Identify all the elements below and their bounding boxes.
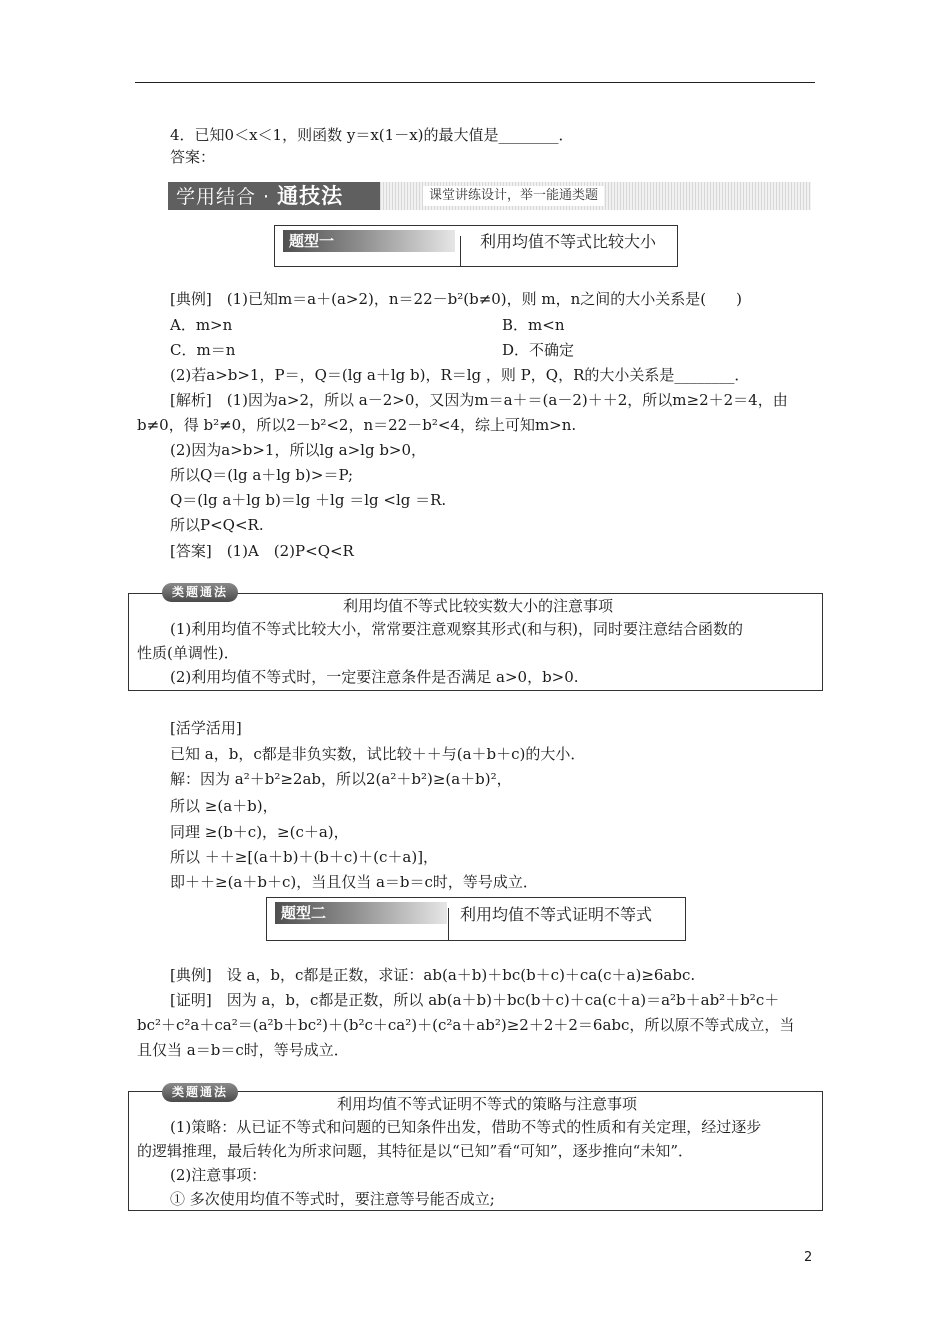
banner-title: 学用结合 · 通技法 [168, 182, 380, 210]
example1-option-a: A．m>n [170, 316, 233, 334]
example1-option-d: D．不确定 [502, 341, 575, 359]
type-divider-1 [460, 236, 461, 266]
example1-solution-1: [解析] (1)因为a>2，所以 a－2>0，又因为m＝a＋＝(a－2)＋＋2，所以m≥2＋2＝4，由 [170, 391, 788, 409]
practice-step-4: 所以 ＋＋≥[(a＋b)＋(b＋c)＋(c＋a)]， [170, 848, 439, 866]
page-number: 2 [804, 1250, 813, 1265]
summary2-p1b: 的逻辑推理，最后转化为所求问题，其特征是以“已知”看“可知”，逐步推向“未知”． [137, 1142, 694, 1160]
example2-proof-3: 且仅当 a＝b＝c时，等号成立． [137, 1041, 349, 1059]
example1-option-c: C．m＝n [170, 341, 236, 359]
type-title-2: 利用均值不等式证明不等式 [460, 905, 653, 924]
answer-label: 答案： [170, 148, 216, 166]
summary2-title: 利用均值不等式证明不等式的策略与注意事项 [337, 1095, 638, 1113]
practice-step-5: 即＋＋≥(a＋b＋c)，当且仅当 a＝b＝c时，等号成立． [170, 873, 538, 891]
example2-question: [典例] 设 a，b，c都是正数，求证：ab(a＋b)＋bc(b＋c)＋ca(c＋a)≥6abc. [170, 966, 696, 984]
example1-q1: [典例] (1)已知m＝a＋(a>2)，n＝22－b²(b≠0)，则 m，n之间的大小关系是( ) [170, 290, 743, 308]
practice-step-3: 同理 ≥(b＋c)，≥(c＋a)， [170, 823, 349, 841]
summary1-p1: (1)利用均值不等式比较大小，常常要注意观察其形式(和与积)，同时要注意结合函数的 [170, 620, 743, 638]
header-rule [135, 82, 815, 83]
summary1-title: 利用均值不等式比较实数大小的注意事项 [343, 597, 614, 615]
type-box-1 [274, 225, 678, 267]
summary2-p2: (2)注意事项： [170, 1166, 267, 1184]
practice-heading: [活学活用] [170, 719, 242, 737]
example1-solution-5: Q＝(lg a＋lg b)＝lg ＋lg ＝lg <lg ＝R. [170, 491, 447, 509]
practice-question: 已知 a，b，c都是非负实数，试比较＋＋与(a＋b＋c)的大小． [170, 745, 586, 763]
example2-proof-1: [证明] 因为 a，b，c都是正数，所以 ab(a＋b)＋bc(b＋c)＋ca(c＋a)＝a²b＋ab²＋b²c＋ [170, 991, 780, 1009]
practice-step-1: 解：因为 a²＋b²≥2ab，所以2(a²＋b²)≥(a＋b)²， [170, 770, 512, 788]
summary-box-2 [128, 1091, 823, 1211]
example1-option-b: B．m<n [502, 316, 565, 334]
practice-step-2: 所以 ≥(a＋b)， [170, 797, 278, 815]
example1-solution-6: 所以P<Q<R. [170, 516, 264, 534]
summary2-tag: 类题通法 [162, 1083, 238, 1102]
example1-solution-4: 所以Q＝(lg a＋lg b)>＝P; [170, 466, 354, 484]
type-tag-1: 题型一 [283, 230, 455, 252]
type-tag-2: 题型二 [275, 902, 447, 924]
example1-answer: [答案] (1)A (2)P<Q<R [170, 542, 354, 560]
summary1-p1b: 性质(单调性)． [137, 644, 239, 662]
example1-solution-3: (2)因为a>b>1，所以lg a>lg b>0， [170, 441, 427, 459]
summary-box-1 [128, 593, 823, 691]
summary2-p3: ① 多次使用均值不等式时，要注意等号能否成立; [170, 1190, 495, 1208]
type-title-1: 利用均值不等式比较大小 [480, 232, 657, 251]
example2-proof-2: bc²＋c²a＋ca²＝(a²b＋bc²)＋(b²c＋ca²)＋(c²a＋ab²)≥2＋2＋2＝6abc，所以原不等式成立，当 [137, 1016, 795, 1034]
section-banner [168, 182, 811, 210]
type-divider-2 [448, 908, 449, 940]
type-box-2 [266, 897, 686, 941]
summary2-p1: (1)策略：从已证不等式和问题的已知条件出发，借助不等式的性质和有关定理，经过逐步 [170, 1118, 762, 1136]
banner-subtitle: 课堂讲练设计，举一能通类题 [423, 186, 604, 206]
question-4: 4．已知0＜x＜1，则函数 y＝x(1－x)的最大值是________． [170, 126, 574, 144]
summary1-p2: (2)利用均值不等式时，一定要注意条件是否满足 a>0，b>0. [170, 668, 579, 686]
example1-solution-2: b≠0，得 b²≠0，所以2－b²<2，n＝22－b²<4，综上可知m>n. [137, 416, 577, 434]
summary1-tag: 类题通法 [162, 583, 238, 602]
example1-q2: (2)若a>b>1，P＝，Q＝(lg a＋lg b)，R＝lg ，则 P，Q，R的大小关系是________． [170, 366, 750, 384]
